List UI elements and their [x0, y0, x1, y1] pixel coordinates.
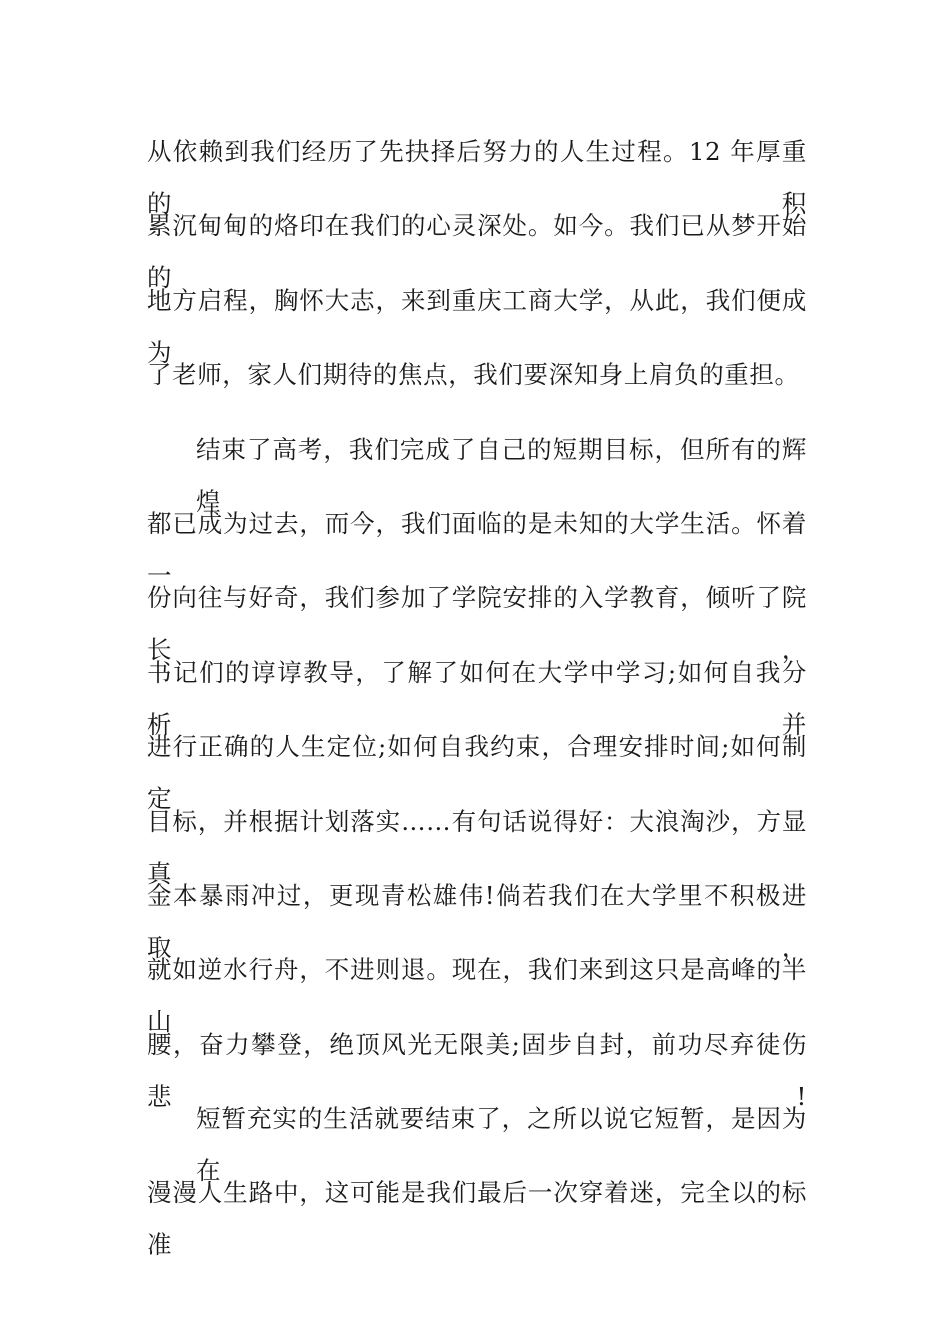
text-line-6: 都已成为过去，而今，我们面临的是未知的大学生活。怀着一: [147, 508, 807, 590]
text-line-5: 结束了高考，我们完成了自己的短期目标，但所有的辉煌: [196, 434, 807, 516]
text-line-10: 目标，并根据计划落实……有句话说得好：大浪淘沙，方显真: [147, 806, 807, 888]
text-line-2: 累沉甸甸的烙印在我们的心灵深处。如今。我们已从梦开始的: [147, 211, 807, 293]
text-line-1: 从依赖到我们经历了先抉择后努力的人生过程。12 年厚重的积: [147, 137, 807, 218]
body-text: [147, 126, 807, 1260]
text-line-15: 漫漫人生路中，这可能是我们最后一次穿着迷，完全以的标准: [147, 1178, 807, 1260]
text-line-13: 腰，奋力攀登，绝顶风光无限美;固步自封，前功尽弃徒伤悲!: [147, 1029, 807, 1111]
text-line-14: 短暂充实的生活就要结束了，之所以说它短暂，是因为在: [196, 1104, 807, 1186]
text-line-9: 进行正确的人生定位;如何自我约束，合理安排时间;如何制定: [147, 732, 807, 814]
text-line-3: 地方启程，胸怀大志，来到重庆工商大学，从此，我们便成为: [147, 285, 807, 367]
text-line-11: 金本暴雨冲过，更现青松雄伟!倘若我们在大学里不积极进取，: [147, 880, 807, 962]
text-line-7: 份向往与好奇，我们参加了学院安排的入学教育，倾听了院长，: [147, 583, 807, 665]
text-line-8: 书记们的谆谆教导，了解了如何在大学中学习;如何自我分析并: [147, 657, 807, 739]
text-line-4: 了老师，家人们期待的焦点，我们要深知身上肩负的重担。: [147, 360, 800, 390]
text-line-12: 就如逆水行舟，不进则退。现在，我们来到这只是高峰的半山: [147, 955, 807, 1037]
